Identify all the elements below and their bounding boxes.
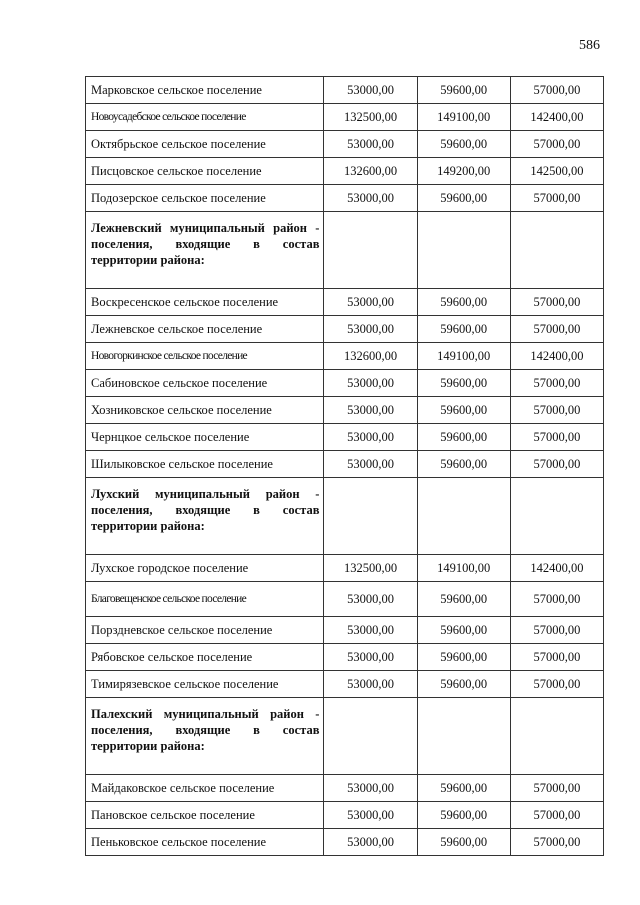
amount-cell-3: 57000,00 bbox=[510, 424, 603, 451]
district-header-row bbox=[86, 698, 604, 775]
amount-cell-1: 53000,00 bbox=[324, 131, 417, 158]
empty-cell bbox=[324, 478, 417, 555]
amount-cell-2: 149100,00 bbox=[417, 343, 510, 370]
settlement-name: Майдаковское сельское поселение bbox=[86, 775, 324, 802]
amount-cell-3: 57000,00 bbox=[510, 77, 603, 104]
settlement-name: Новоусадебское сельское поселение bbox=[86, 104, 324, 131]
district-header-row bbox=[86, 212, 604, 289]
settlement-name: Подозерское сельское поселение bbox=[86, 185, 324, 212]
settlement-row bbox=[86, 370, 604, 397]
district-name: Лухский муниципальный район - поселения, входящие в состав территории района: bbox=[86, 478, 324, 555]
settlement-row bbox=[86, 424, 604, 451]
settlement-row bbox=[86, 158, 604, 185]
settlement-row bbox=[86, 802, 604, 829]
amount-cell-2: 59600,00 bbox=[417, 451, 510, 478]
amount-cell-3: 57000,00 bbox=[510, 131, 603, 158]
settlement-name: Лежневское сельское поселение bbox=[86, 316, 324, 343]
settlement-name: Чернцкое сельское поселение bbox=[86, 424, 324, 451]
settlement-name: Новогоркинское сельское поселение bbox=[86, 343, 324, 370]
settlement-name: Хозниковское сельское поселение bbox=[86, 397, 324, 424]
amount-cell-1: 53000,00 bbox=[324, 370, 417, 397]
settlement-row bbox=[86, 343, 604, 370]
amount-cell-2: 59600,00 bbox=[417, 370, 510, 397]
amount-cell-3: 57000,00 bbox=[510, 289, 603, 316]
amount-cell-2: 59600,00 bbox=[417, 424, 510, 451]
amount-cell-2: 149200,00 bbox=[417, 158, 510, 185]
settlement-name: Благовещенское сельское поселение bbox=[86, 582, 324, 617]
allocation-table bbox=[85, 76, 604, 856]
settlement-row bbox=[86, 775, 604, 802]
district-header-row bbox=[86, 478, 604, 555]
settlement-name: Тимирязевское сельское поселение bbox=[86, 671, 324, 698]
amount-cell-1: 132500,00 bbox=[324, 104, 417, 131]
amount-cell-2: 59600,00 bbox=[417, 775, 510, 802]
amount-cell-1: 53000,00 bbox=[324, 582, 417, 617]
amount-cell-1: 53000,00 bbox=[324, 644, 417, 671]
settlement-name: Марковское сельское поселение bbox=[86, 77, 324, 104]
settlement-row bbox=[86, 582, 604, 617]
settlement-name: Октябрьское сельское поселение bbox=[86, 131, 324, 158]
empty-cell bbox=[417, 478, 510, 555]
amount-cell-2: 59600,00 bbox=[417, 185, 510, 212]
settlement-name: Воскресенское сельское поселение bbox=[86, 289, 324, 316]
amount-cell-1: 53000,00 bbox=[324, 775, 417, 802]
amount-cell-1: 53000,00 bbox=[324, 77, 417, 104]
amount-cell-2: 59600,00 bbox=[417, 289, 510, 316]
amount-cell-3: 57000,00 bbox=[510, 671, 603, 698]
amount-cell-1: 53000,00 bbox=[324, 185, 417, 212]
settlement-row bbox=[86, 185, 604, 212]
amount-cell-3: 57000,00 bbox=[510, 316, 603, 343]
settlement-name: Сабиновское сельское поселение bbox=[86, 370, 324, 397]
empty-cell bbox=[324, 212, 417, 289]
amount-cell-3: 142400,00 bbox=[510, 104, 603, 131]
amount-cell-1: 53000,00 bbox=[324, 671, 417, 698]
empty-cell bbox=[510, 478, 603, 555]
amount-cell-3: 57000,00 bbox=[510, 644, 603, 671]
amount-cell-1: 53000,00 bbox=[324, 289, 417, 316]
settlement-row bbox=[86, 316, 604, 343]
page-number: 586 bbox=[579, 38, 600, 53]
amount-cell-1: 53000,00 bbox=[324, 829, 417, 856]
district-name: Лежневский муниципальный район - поселения, входящие в состав территории района: bbox=[86, 212, 324, 289]
amount-cell-1: 132500,00 bbox=[324, 555, 417, 582]
amount-cell-3: 57000,00 bbox=[510, 775, 603, 802]
amount-cell-2: 59600,00 bbox=[417, 397, 510, 424]
amount-cell-2: 59600,00 bbox=[417, 316, 510, 343]
amount-cell-3: 57000,00 bbox=[510, 802, 603, 829]
amount-cell-1: 132600,00 bbox=[324, 158, 417, 185]
settlement-row bbox=[86, 451, 604, 478]
settlement-row bbox=[86, 829, 604, 856]
settlement-name: Пеньковское сельское поселение bbox=[86, 829, 324, 856]
amount-cell-2: 59600,00 bbox=[417, 617, 510, 644]
settlement-name: Рябовское сельское поселение bbox=[86, 644, 324, 671]
amount-cell-2: 59600,00 bbox=[417, 644, 510, 671]
amount-cell-1: 53000,00 bbox=[324, 316, 417, 343]
amount-cell-2: 149100,00 bbox=[417, 104, 510, 131]
settlement-row bbox=[86, 671, 604, 698]
amount-cell-3: 142400,00 bbox=[510, 555, 603, 582]
settlement-row bbox=[86, 289, 604, 316]
amount-cell-1: 53000,00 bbox=[324, 397, 417, 424]
empty-cell bbox=[324, 698, 417, 775]
amount-cell-3: 142500,00 bbox=[510, 158, 603, 185]
settlement-row bbox=[86, 77, 604, 104]
settlement-row bbox=[86, 104, 604, 131]
amount-cell-3: 57000,00 bbox=[510, 451, 603, 478]
settlement-name: Порздневское сельское поселение bbox=[86, 617, 324, 644]
amount-cell-2: 149100,00 bbox=[417, 555, 510, 582]
amount-cell-1: 53000,00 bbox=[324, 424, 417, 451]
amount-cell-1: 132600,00 bbox=[324, 343, 417, 370]
amount-cell-1: 53000,00 bbox=[324, 617, 417, 644]
empty-cell bbox=[417, 212, 510, 289]
amount-cell-2: 59600,00 bbox=[417, 802, 510, 829]
settlement-row bbox=[86, 397, 604, 424]
empty-cell bbox=[510, 212, 603, 289]
amount-cell-3: 57000,00 bbox=[510, 370, 603, 397]
amount-cell-3: 57000,00 bbox=[510, 617, 603, 644]
amount-cell-3: 142400,00 bbox=[510, 343, 603, 370]
amount-cell-3: 57000,00 bbox=[510, 829, 603, 856]
amount-cell-2: 59600,00 bbox=[417, 131, 510, 158]
amount-cell-2: 59600,00 bbox=[417, 582, 510, 617]
settlement-name: Лухское городское поселение bbox=[86, 555, 324, 582]
table-body bbox=[86, 77, 604, 856]
empty-cell bbox=[417, 698, 510, 775]
amount-cell-3: 57000,00 bbox=[510, 185, 603, 212]
settlement-row bbox=[86, 617, 604, 644]
settlement-name: Пановское сельское поселение bbox=[86, 802, 324, 829]
settlement-row bbox=[86, 644, 604, 671]
amount-cell-2: 59600,00 bbox=[417, 77, 510, 104]
amount-cell-2: 59600,00 bbox=[417, 671, 510, 698]
settlement-name: Шилыковское сельское поселение bbox=[86, 451, 324, 478]
settlement-name: Писцовское сельское поселение bbox=[86, 158, 324, 185]
empty-cell bbox=[510, 698, 603, 775]
amount-cell-1: 53000,00 bbox=[324, 802, 417, 829]
amount-cell-3: 57000,00 bbox=[510, 397, 603, 424]
district-name: Палехский муниципальный район - поселения, входящие в состав территории района: bbox=[86, 698, 324, 775]
amount-cell-3: 57000,00 bbox=[510, 582, 603, 617]
settlement-row bbox=[86, 555, 604, 582]
amount-cell-2: 59600,00 bbox=[417, 829, 510, 856]
amount-cell-1: 53000,00 bbox=[324, 451, 417, 478]
settlement-row bbox=[86, 131, 604, 158]
